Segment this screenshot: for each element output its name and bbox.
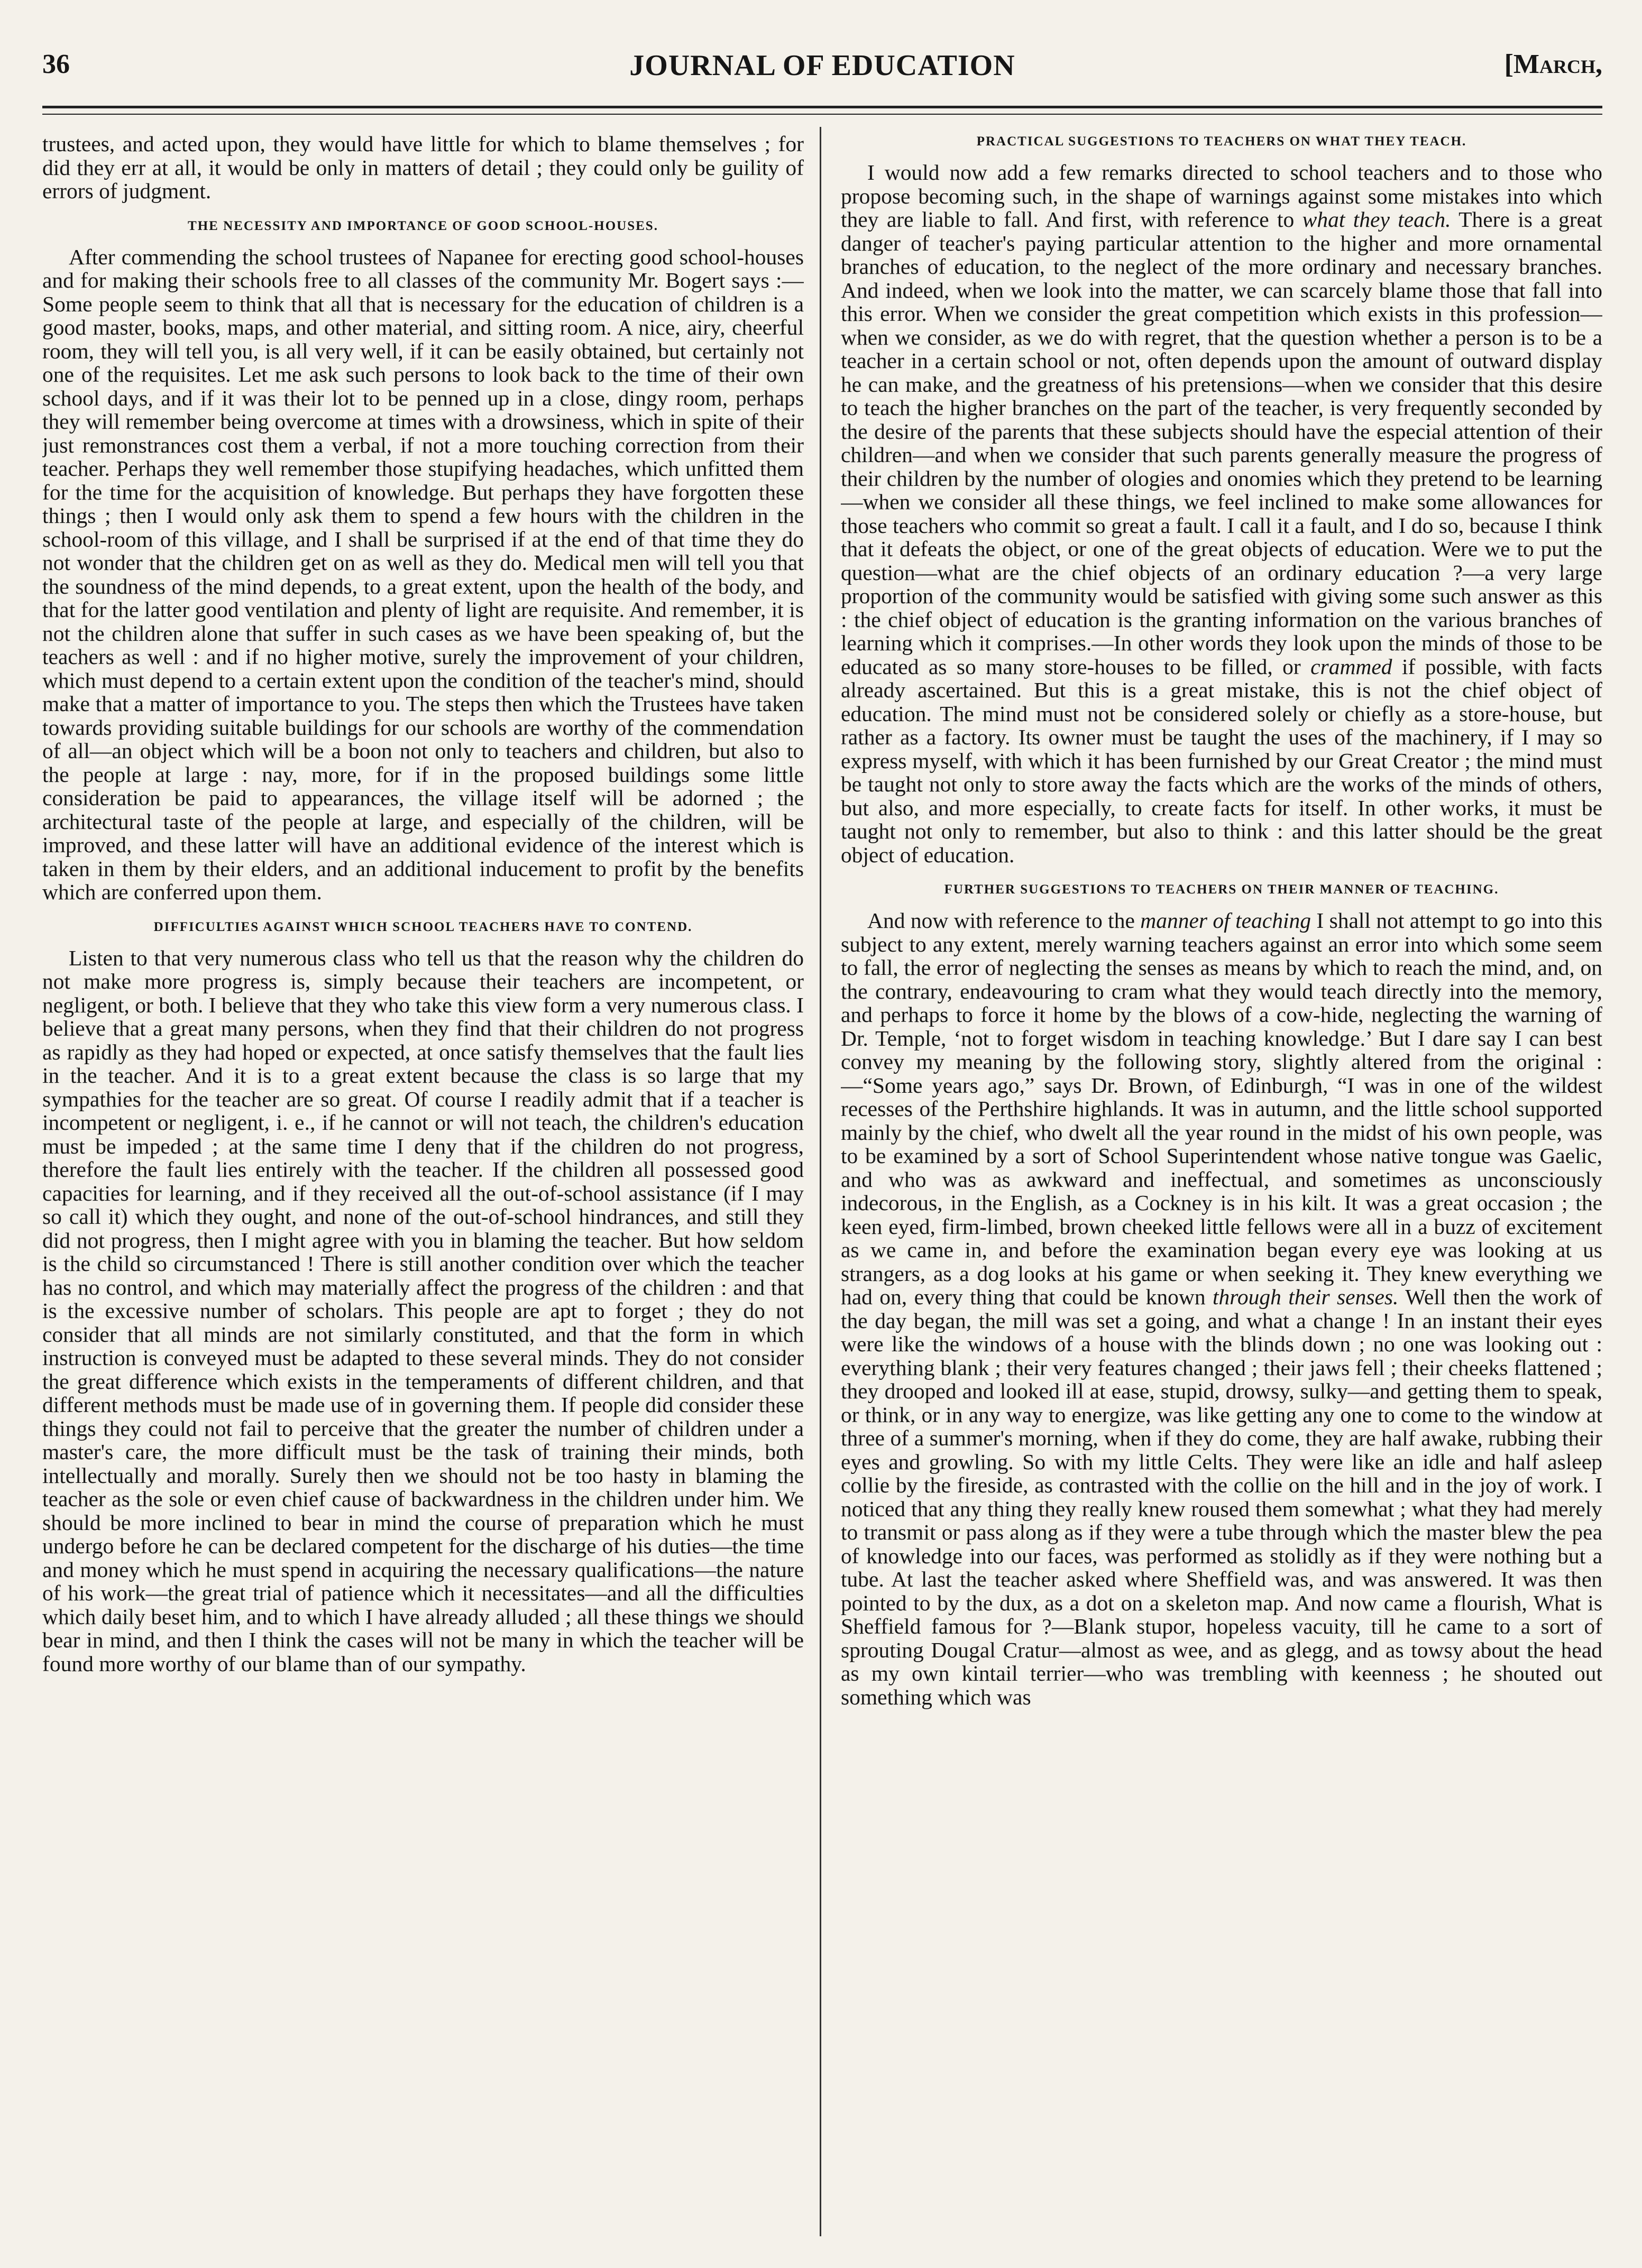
section-heading-difficulties: DIFFICULTIES AGAINST WHICH SCHOOL TEACHERS HAVE TO CONTEND. [153, 919, 693, 934]
journal-title: JOURNAL OF EDUCATION [629, 49, 1015, 82]
issue-month: [March, [1504, 49, 1602, 79]
column-divider [820, 127, 821, 2236]
page-header [42, 49, 1602, 96]
school-houses-paragraph: After commending the school trustees of Napanee for erecting good school-houses and for making their schools free to all classes of the community Mr. Bogert says :—Some people seem to think that all that is necessary for the education of children is a good master, books, maps, and other material, and sitting room. A nice, airy, cheerful room, they will tell you, is all very well, if it can be easily obtained, but certainly not one of the requisites. Let me ask such persons to look back to the time of their own school days, and if it was their lot to be penned up in a close, dingy room, perhaps they will remember being overcome at times with a drowsiness, which in spite of their just remonstrances cost them a verbal, if not a more touching correction from their teacher. Perhaps they well remember those stupifying headaches, which unfitted them for the time for the acquisition of knowledge. But perhaps they have forgotten these things ; then I would only ask them to spend a few hours with the children in the school-room of this village, and I shall be surprised if at the end of that time they do not wonder that the children get on as well as they do. Medical men will tell you that the soundness of the mind depends, to a great extent, upon the health of the body, and that for the latter good ventilation and plenty of light are requisite. And remember, it is not the children alone that suffer in such cases as we have been speaking of, but the teachers as well : and if no higher motive, surely the improvement of your children, which must depend to a certain extent upon the condition of the teacher's mind, should make that a matter of importance to you. The steps then which the Trustees have taken towards providing suitable buildings for our schools are worthy of the commendation of all—an object which will be a boon not only to teachers and children, but also to the people at large : nay, more, for if in the proposed buildings some little consideration be paid to appearances, the village itself will be adorned ; the architectural taste of the people at large, and especially of the children, will be improved, and these latter will have an additional evidence of the interest which is taken in them by their elders, and an additional inducement to profit by the benefits which are conferred upon them. [42, 244, 804, 904]
section-heading-school-houses: THE NECESSITY AND IMPORTANCE OF GOOD SCHOOL-HOUSES. [188, 218, 658, 233]
manner-of-teaching-paragraph: And now with reference to the manner of teaching I shall not attempt to go into this subject to any extent, merely warning teachers against an error into which some seem to fall, the error of neglecting the senses as means by which to reach the mind, and, on the contrary, endeavouring to cram what they would teach directly into the memory, and perhaps to force it home by the blows of a cow-hide, neglecting the warning of Dr. Temple, ‘not to forget wisdom in teaching knowledge.’ But I dare say I can best convey my meaning by the following story, slightly altered from the original :—“Some years ago,” says Dr. Brown, of Edinburgh, “I was in one of the wildest recesses of the Perthshire highlands. It was in autumn, and the little school supported mainly by the chief, who dwelt all the year round in the midst of his own people, was to be examined by a sort of School Superintendent whose native tongue was Gaelic, and who was as awkward and ineffectual, and sometimes as unconsciously indecorous, in the English, as a Cockney is in his kilt. It was a great occasion ; the keen eyed, firm-limbed, brown cheeked little fellows were all in a buzz of excitement as we came in, and before the examination began every eye was looking at us strangers, as a dog looks at his game or when seeking it. They knew everything we had on, every thing that could be known through their senses. Well then the work of the day began, the mill was set a going, and what a change ! In an instant their eyes were like the windows of a house with the blinds down ; no one was looking out : everything blank ; their very features changed ; their jaws fell ; their cheeks flattened ; they drooped and looked ill at ease, stupid, drowsy, sulky—and getting them to speak, or think, or in any way to energize, was like getting any one to come to the window at three of a summer's morning, when if they do come, they are half awake, rubbing their eyes and growling. So with my little Celts. They were like an idle and half asleep collie by the fireside, as contrasted with the collie on the hill and in the joy of work. I noticed that any thing they really knew roused them somewhat ; what they had merely to transmit or pass along as if they were a tube through which the master blew the pea of knowledge into our faces, was performed as stolidly as if they were nothing but a tube. At last the teacher asked where Sheffield was, and was answered. It was then pointed to by the dux, as a dot on a skeleton map. And now came a flourish, What is Sheffield famous for ?—Blank stupor, hopeless vacuity, till he came to a sort of sprouting Dougal Cratur—almost as wee, and as glegg, and as towsy about the head as my own kintail terrier—who was trembling with keenness ; he shouted out something which was [841, 908, 1602, 1709]
what-they-teach-paragraph: I would now add a few remarks directed to school teachers and to those who propose becoming such, in the shape of warnings against some mistakes into which they are liable to fall. And first, with reference to what they teach. There is a great danger of teacher's paying particular attention to the higher and more ornamental branches of education, to the neglect of the more ordinary and necessary branches. And indeed, when we look into the matter, we can scarcely blame those that fall into this error. When we consider the great competition which exists in this profession—when we consider, as we do with regret, that the question whether a person is to be a teacher in a certain school or not, often depends upon the amount of outward display he can make, and the greatness of his pretensions—when we consider that this desire to teach the higher branches on the part of the teacher, is very frequently seconded by the desire of the parents that these subjects should have the especial attention of their children—and when we consider that such parents generally measure the progress of their children by the number of ologies and onomies which they pretend to be learning—when we consider all these things, we feel inclined to make some allowances for those teachers who commit so great a fault. I call it a fault, and I do so, because I think that it defeats the object, or one of the great objects of education. Were we to put the question—what are the chief objects of an ordinary education ?—a very large proportion of the community would be satisfied with giving some such answer as this : the chief object of education is the granting information on the various branches of learning which it comprises.—In other words they look upon the minds of those to be educated as so many store-houses to be filled, or crammed if possible, with facts already ascertained. But this is a great mistake, this is not the chief object of education. The mind must not be considered solely or chiefly as a store-house, but rather as a factory. Its owner must be taught the uses of the machinery, if I may so express myself, with which it has been furnished by our Great Creator ; the mind must be taught not only to store away the facts which are the works of the minds of others, but also, and more especially, to create facts for itself. In other works, it must be taught not only to remember, but also to think : and this latter should be the great object of education. [841, 160, 1602, 867]
header-rule-thick [42, 106, 1602, 108]
difficulties-paragraph: Listen to that very numerous class who tell us that the reason why the children do not make more progress is, simply because their teachers are incompetent, or negligent, or both. I believe that they who take this view form a very numerous class. I believe that a great many persons, when they find that their children do not progress as rapidly as they had hoped or expected, at once satisfy themselves that the fault lies in the teacher. And it is to a great extent because the class is so large that my sympathies for the teacher are so great. Of course I readily admit that if a teacher is incompetent or negligent, i. e., if he cannot or will not teach, the children's education must be impeded ; at the same time I deny that if the children do not progress, therefore the fault lies entirely with the teacher. If the children all possessed good capacities for learning, and if they received all the out-of-school assistance (if I may so call it) which they ought, and none of the out-of-school hindrances, and still they did not progress, then I might agree with you in blaming the teacher. But how seldom is the child so circumstanced ! There is still another condition over which the teacher has no control, and which may materially affect the progress of the children : and that is the excessive number of scholars. This people are apt to forget ; they do not consider that all minds are not similarly constituted, and that the form in which instruction is conveyed must be adapted to these several minds. They do not consider the great difference which exists in the temperaments of different children, and that different methods must be made use of in governing them. If people did consider these things they could not fail to perceive that the greater the number of children under a master's care, the more difficult must be the task of training their minds, both intellectually and morally. Surely then we should not be too hasty in blaming the teacher as the sole or even chief cause of backwardness in the children under him. We should be more inclined to bear in mind the course of preparation which he must undergo before he can be declared competent for the discharge of his duties—the time and money which he must spend in acquiring the necessary qualifications—the nature of his work—the great trial of patience which it necessitates—and all the difficulties which daily beset him, and to which I have already alluded ; all these things we should bear in mind, and then I think the cases will not be many in which the teacher will be found more worthy of our blame than of our sympathy. [42, 945, 804, 1676]
continuation-paragraph: trustees, and acted upon, they would have little for which to blame themselves ; for did they err at all, it would be only in matters of detail ; they could only be guility of errors of judgment. [42, 132, 804, 203]
section-heading-manner-of-teaching: FURTHER SUGGESTIONS TO TEACHERS ON THEIR MANNER OF TEACHING. [944, 882, 1499, 897]
section-heading-what-they-teach: PRACTICAL SUGGESTIONS TO TEACHERS ON WHAT THEY TEACH. [976, 134, 1467, 149]
right-column [841, 132, 1602, 2236]
page-number: 36 [42, 49, 70, 79]
header-rule-thin [42, 114, 1602, 115]
left-column [42, 132, 804, 2236]
